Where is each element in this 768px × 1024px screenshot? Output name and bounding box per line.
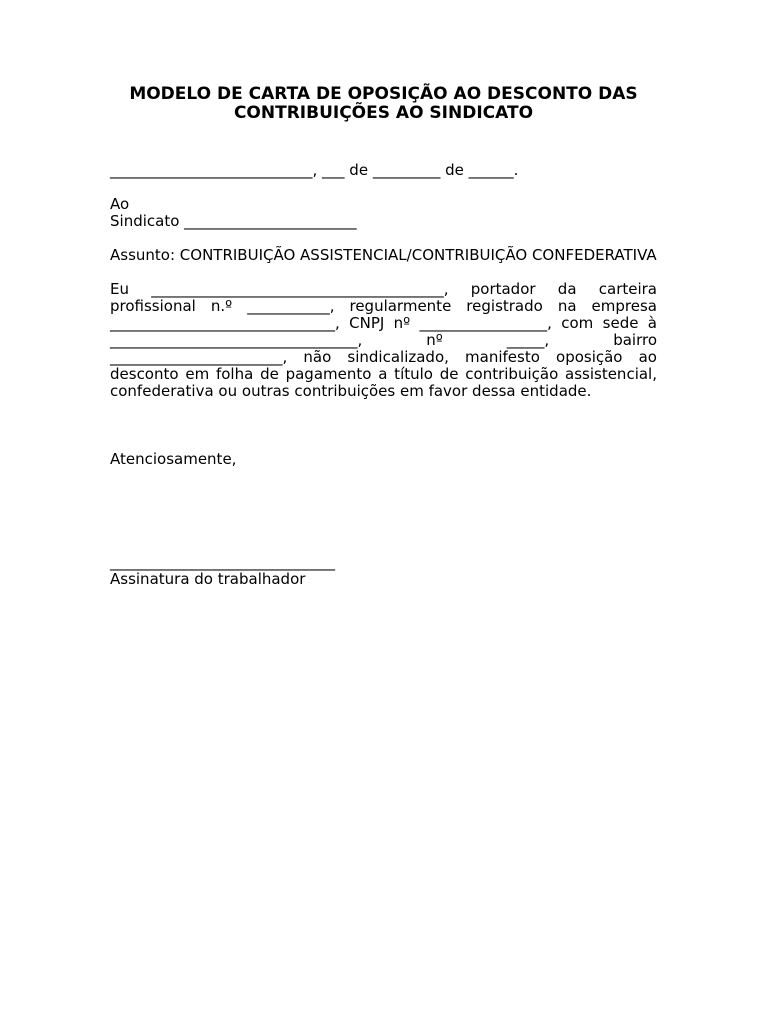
body-paragraph: Eu _______________________________________, portador da carteira profissional n.º ___________, regularmente registrado na empresa ______________________________, CNPJ nº _________________, com sede à _________________________________, nº _____, bairro _______________________, não sindicalizado, manifesto oposição ao desconto em folha de pagamento a título de contribuição assistencial, confederativa ou outras contribuições em favor dessa entidade. — [110, 280, 657, 400]
letter-document — [110, 85, 657, 588]
date-line: ___________________________, ___ de _________ de ______. — [110, 161, 519, 179]
title-line-2: CONTRIBUIÇÕES AO SINDICATO — [233, 103, 534, 123]
signature-line: ______________________________ — [110, 553, 335, 571]
recipient-block — [110, 196, 657, 230]
signature-block — [110, 554, 657, 588]
letter-title — [110, 85, 657, 123]
recipient-line-2: Sindicato _______________________ — [110, 212, 357, 230]
signature-label: Assinatura do trabalhador — [110, 570, 306, 588]
closing-line: Atenciosamente, — [110, 450, 237, 468]
subject-line: Assunto: CONTRIBUIÇÃO ASSISTENCIAL/CONTRIBUIÇÃO CONFEDERATIVA — [110, 246, 657, 264]
title-line-1: MODELO DE CARTA DE OPOSIÇÃO AO DESCONTO DAS — [129, 84, 638, 104]
recipient-line-1: Ao — [110, 195, 130, 213]
